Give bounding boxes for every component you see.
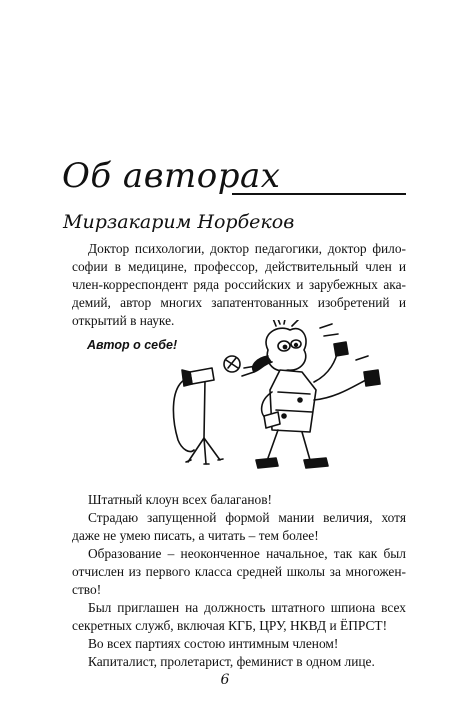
bio-paragraph: Доктор психологии, доктор педагогики, доктор фило-софии в медицине, профессор, действительный член и член-корреспондент ряда российских и зарубежных ака-демий, автор многих запатентованных изобретений и открытий в науке. xyxy=(72,241,406,328)
about-paragraph: Штатный клоун всех балаганов! xyxy=(88,492,272,507)
cartoon-illustration xyxy=(160,320,390,470)
about-paragraph: Во всех партиях состою интимным членом! xyxy=(88,636,339,651)
about-paragraph: Был приглашен на должность штатного шпиона всех секретных служб, включая КГБ, ЦРУ, НКВД и ЁПРСТ! xyxy=(72,600,406,633)
title-underline xyxy=(232,193,406,195)
about-paragraph: Капиталист, пролетарист, феминист в одном лице. xyxy=(88,654,375,669)
page-number: 6 xyxy=(220,672,230,688)
about-author-label: Автор о себе! xyxy=(87,338,178,352)
author-bio xyxy=(72,240,406,330)
section-title: Об авторах xyxy=(62,156,281,196)
author-name: Мирзакарим Норбеков xyxy=(63,211,295,233)
about-paragraph: Страдаю запущенной формой мании величия, хотя даже не умею писать, а читать – тем более! xyxy=(72,510,406,543)
author-about-text xyxy=(72,491,406,671)
about-paragraph: Образование – неоконченное начальное, так как был отчислен из первого класса средней школы за многожен-ство! xyxy=(72,546,406,597)
